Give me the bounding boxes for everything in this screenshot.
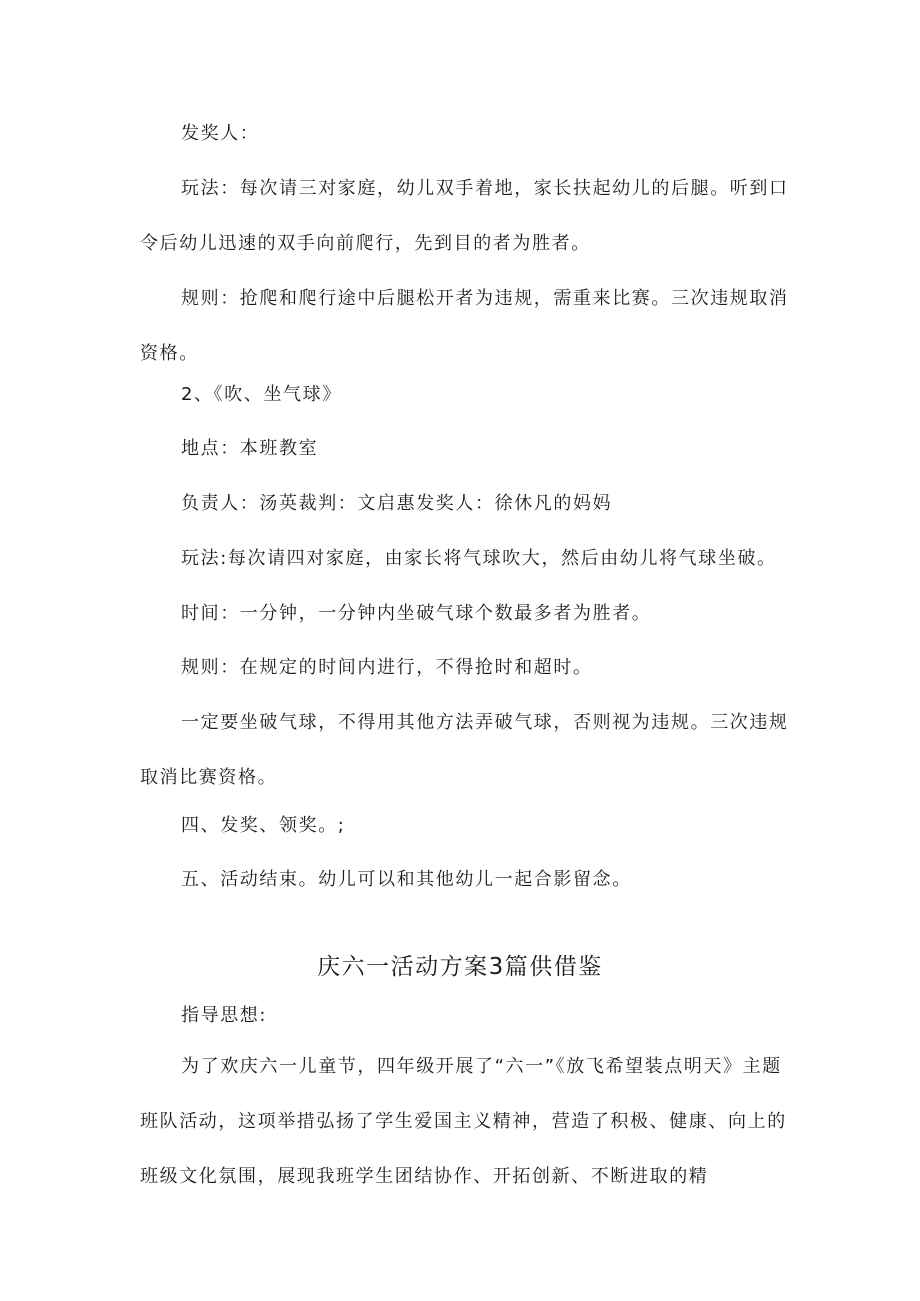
paragraph-step-five: 五、活动结束。幼儿可以和其他幼儿一起合影留念。: [181, 869, 632, 890]
paragraph-time: 时间：一分钟，一分钟内坐破气球个数最多者为胜者。: [181, 603, 652, 624]
paragraph-guiding-thought: 指导思想:: [181, 1005, 268, 1026]
paragraph-item-balloon: 2、《吹、坐气球》: [181, 384, 342, 405]
paragraph-location: 地点：本班教室: [181, 438, 319, 459]
paragraph-staff: 负责人：汤英裁判：文启惠发奖人：徐休凡的妈妈: [181, 493, 613, 514]
paragraph-award-presenter: 发奖人：: [181, 123, 260, 144]
paragraph-rules-crawl: 规则：抢爬和爬行途中后腿松开者为违规，需重来比赛。三次违规取消资格。: [140, 288, 789, 364]
paragraph-rules-detail: 一定要坐破气球，不得用其他方法弄破气球，否则视为违规。三次违规取消比赛资格。: [140, 712, 789, 788]
paragraph-gameplay-crawl: 玩法：每次请三对家庭，幼儿双手着地，家长扶起幼儿的后腿。听到口令后幼儿迅速的双手向前爬行，先到目的者为胜者。: [140, 178, 789, 254]
section-title: 庆六一活动方案3篇供借鉴: [317, 954, 603, 980]
paragraph-gameplay-balloon: 玩法:每次请四对家庭，由家长将气球吹大，然后由幼儿将气球坐破。: [181, 548, 777, 569]
paragraph-rules-balloon: 规则：在规定的时间内进行，不得抢时和超时。: [181, 657, 593, 678]
paragraph-step-four: 四、发奖、领奖。;: [181, 815, 346, 836]
paragraph-intro: 为了欢庆六一儿童节，四年级开展了“六一”《放飞希望装点明天》主题班队活动，这项举措弘扬了学生爱国主义精神，营造了积极、健康、向上的班级文化氛围，展现我班学生团结协作、开拓创新、不断进取的精: [140, 1056, 787, 1187]
